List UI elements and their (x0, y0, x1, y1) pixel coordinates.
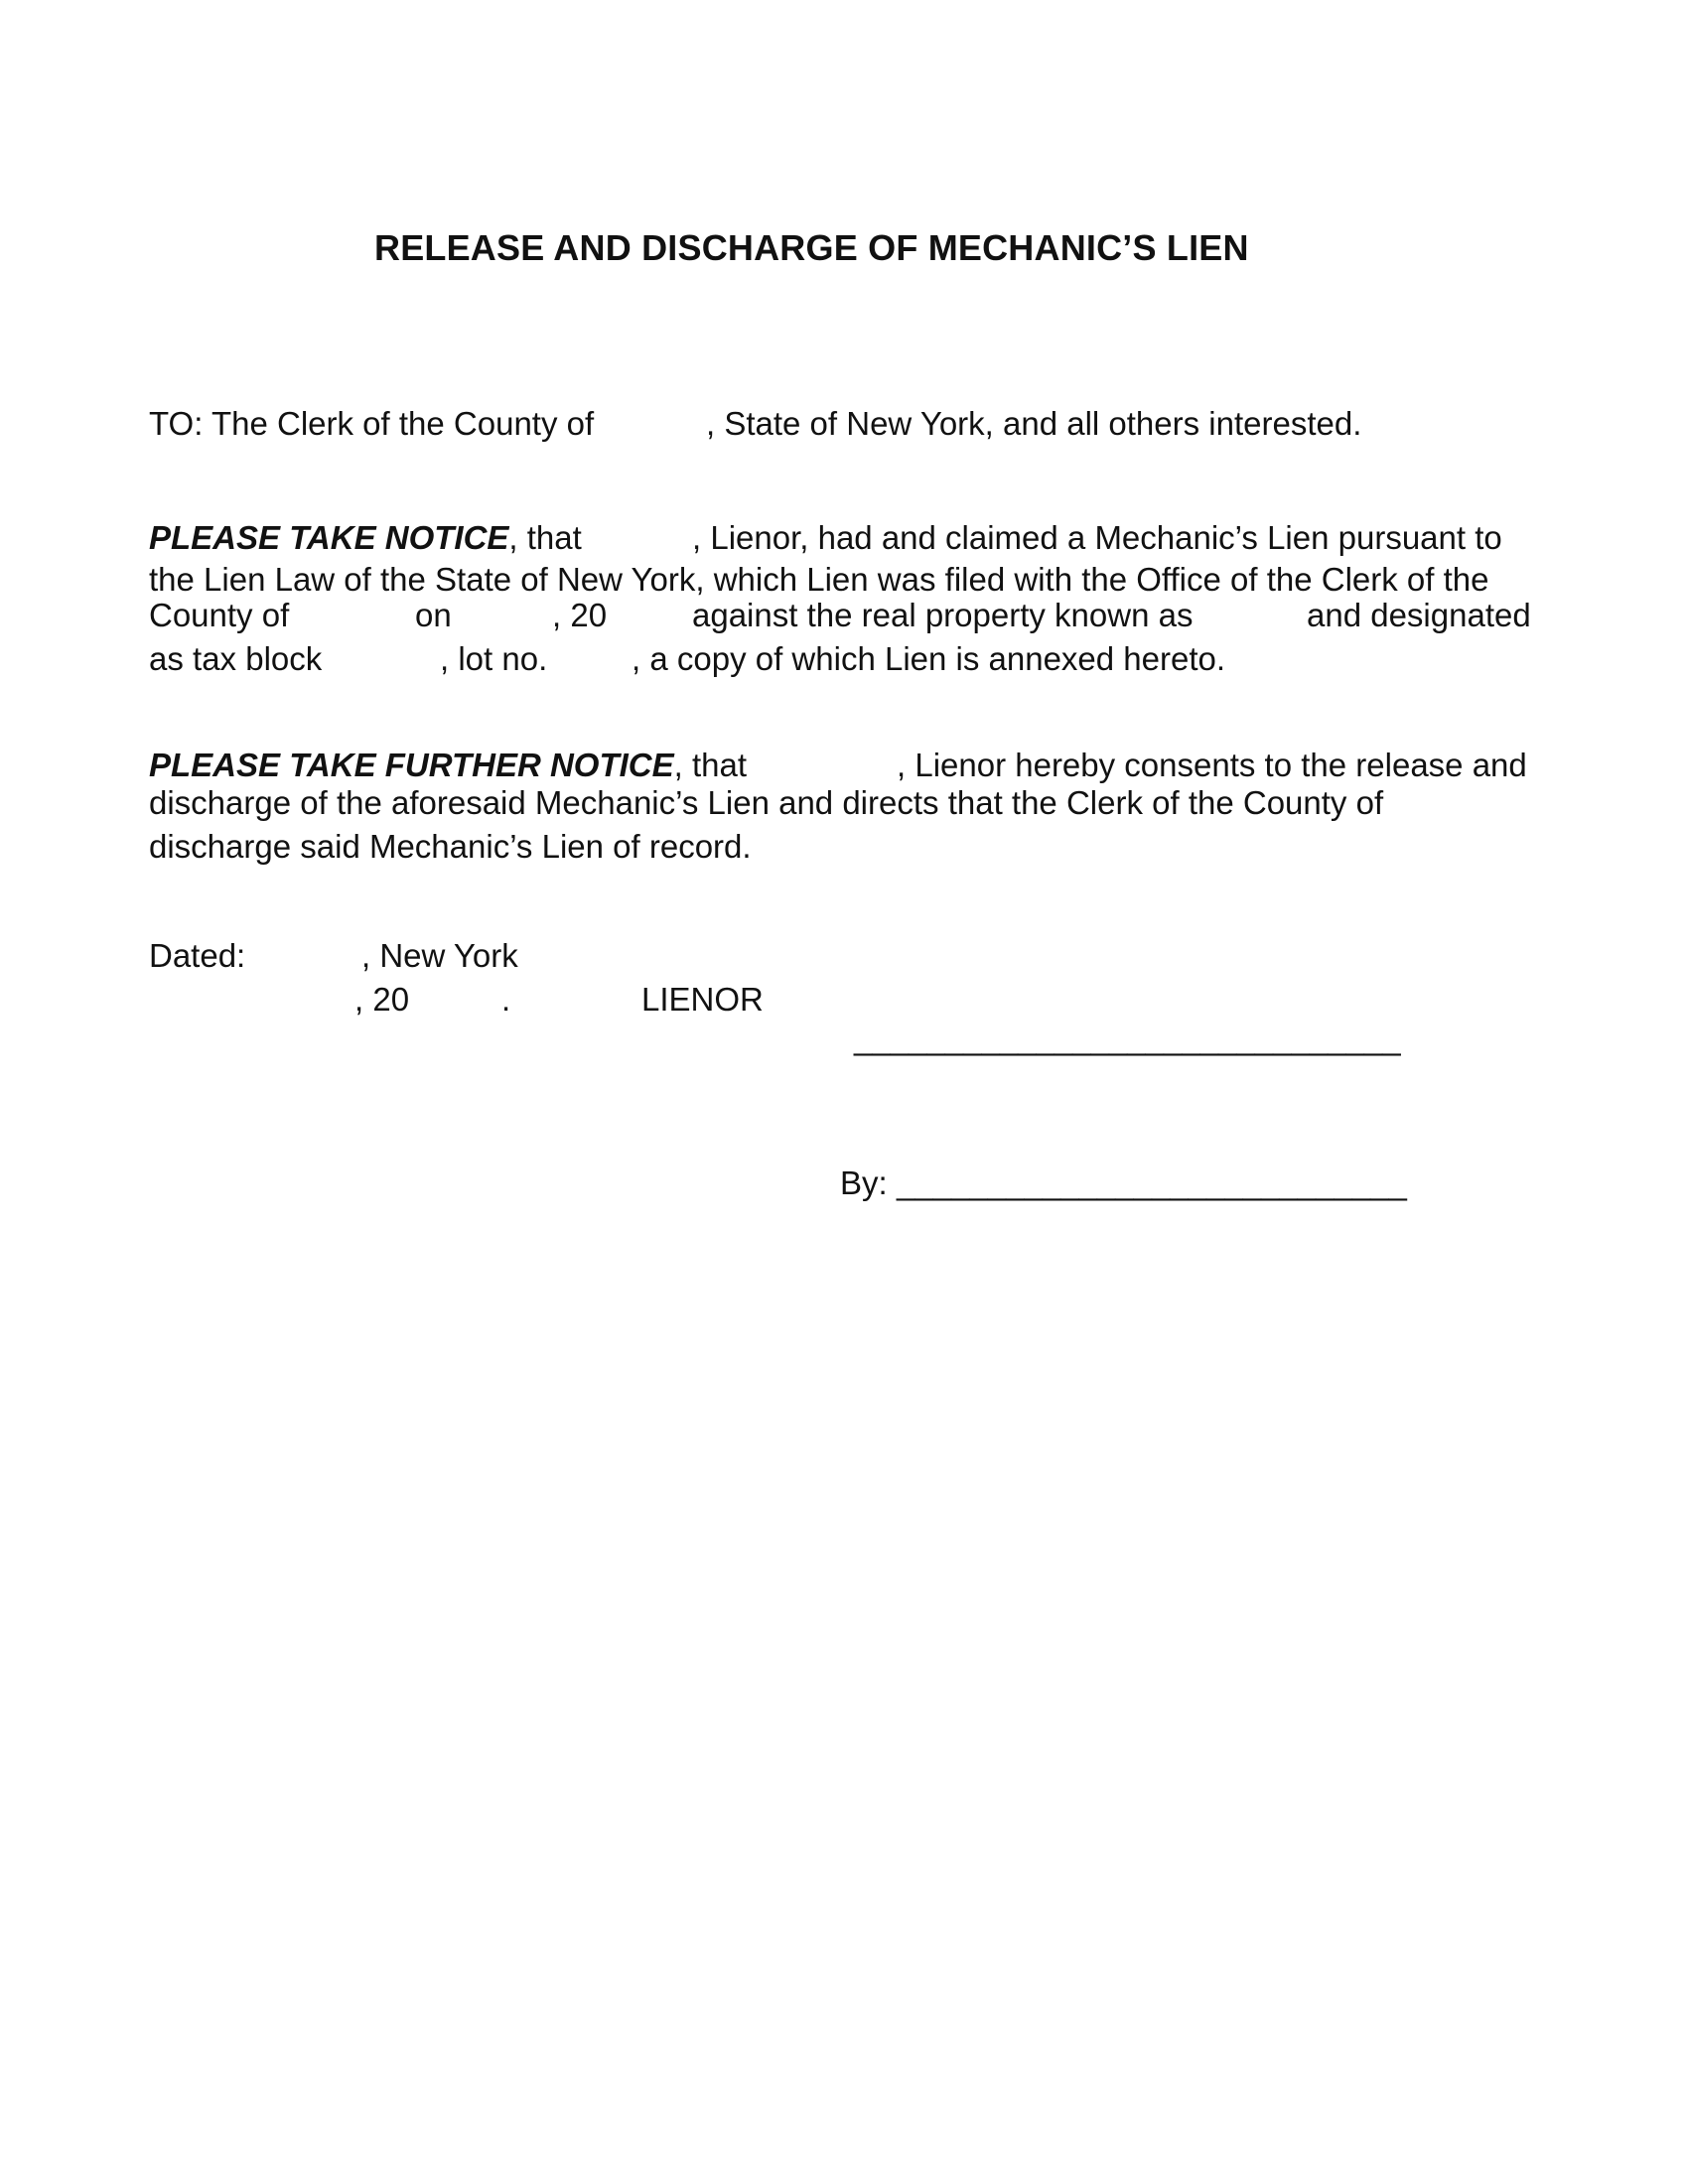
to-line-suffix: , State of New York, and all others interested. (706, 405, 1362, 442)
further-notice-line-1-rest: , Lienor hereby consents to the release and (897, 747, 1527, 783)
lienor-label: LIENOR (641, 981, 764, 1018)
to-line-prefix: TO: The Clerk of the County of (149, 405, 595, 442)
on-label: on (415, 597, 452, 633)
further-notice-that: , that (673, 747, 748, 783)
notice-line-2: the Lien Law of the State of New York, which Lien was filed with the Office of the Clerk of the (149, 561, 1489, 598)
dated-place: , New York (361, 937, 518, 974)
and-designated-label: and designated (1307, 597, 1531, 633)
notice-line-1 (149, 518, 582, 558)
notice-lead: PLEASE TAKE NOTICE (149, 519, 509, 556)
further-notice-line-3: discharge said Mechanic’s Lien of record. (149, 828, 752, 865)
copy-annexed-text: , a copy of which Lien is annexed hereto. (632, 640, 1226, 677)
tax-block-label: as tax block (149, 640, 323, 677)
by-signature-line: ____________________________ (897, 1164, 1407, 1201)
against-property-label: against the real property known as (692, 597, 1194, 633)
notice-line-1-rest: , Lienor, had and claimed a Mechanic’s Lien pursuant to (692, 519, 1502, 556)
further-notice-line-2: discharge of the aforesaid Mechanic’s Lien and directs that the Clerk of the County of (149, 784, 1384, 821)
document-title: RELEASE AND DISCHARGE OF MECHANIC’S LIEN (374, 227, 1249, 268)
by-label: By: (840, 1164, 888, 1201)
dated-year-prefix: , 20 (354, 981, 410, 1018)
notice-that: , that (508, 519, 582, 556)
county-of-label: County of (149, 597, 290, 633)
lienor-signature-line: ______________________________ (854, 1020, 1401, 1056)
dated-label: Dated: (149, 937, 246, 974)
further-notice-line-1 (149, 746, 747, 785)
year-prefix-1: , 20 (552, 597, 608, 633)
dated-period: . (501, 981, 511, 1018)
further-notice-lead: PLEASE TAKE FURTHER NOTICE (149, 747, 674, 783)
lot-no-label: , lot no. (440, 640, 548, 677)
